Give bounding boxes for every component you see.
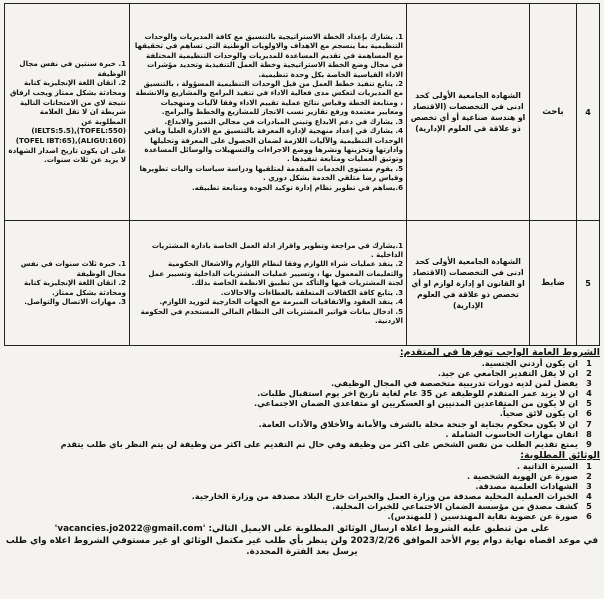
experience-scores: (TOFEL IBT:65),(ALIGU:160) xyxy=(15,135,126,145)
list-item xyxy=(4,378,600,388)
task-item: 2. ينفذ عمليات شراء اللوازم وفقا لنظام اللوازم والاشغال الحكومية والتعليمات المعمول بها ، وتسيير عمليات المشتريات الداخلية وتسيير عمل لجنة المشتريات فيها والتأكد من تطبيق الانظمة الخاصة بذلك. xyxy=(148,259,403,288)
job-qualification: الشهادة الجامعية الأولى كحد ادنى في التخصصات (الاقتصاد او هندسة صناعية أو أي تخصص ذو علاقة في العلوم الإدارية) xyxy=(407,4,530,221)
job-tasks xyxy=(130,221,407,346)
job-announcement-page xyxy=(4,3,600,593)
job-tasks xyxy=(130,4,407,221)
item-text: ان يكون لائق صحياً. xyxy=(499,408,578,419)
item-text: ان لا يكون محكوم بجناية او جنحة مخلة بالشرف والأمانة والأخلاق والآداب العامة. xyxy=(258,418,578,429)
item-text: ان لا يزيد عمر المتقدم للوظيفة عن 35 عام لغاية تاريخ اخر يوم استقبال طلبات. xyxy=(257,388,578,399)
job-number: 4 xyxy=(577,4,600,221)
general-conditions-list xyxy=(4,358,600,449)
list-item xyxy=(4,471,600,481)
item-number: 6 xyxy=(586,511,592,522)
closing-deadline: في موعد اقصاه نهاية دوام يوم الأحد الموافق 2023/2/26 ولن ينظر بأي طلب غير مكتمل الوثائق او غير مستوفي الشروط اعلاه واي طلب يرسل بعد الفترة المحددة. xyxy=(5,535,599,558)
experience-scores: (IELTS:5.5),(TOFEL:550) xyxy=(31,126,126,136)
list-item xyxy=(4,491,600,501)
item-text: صورة عن الهوية الشخصية . xyxy=(466,470,578,481)
closing-instructions: على من تنطبق عليه الشروط اعلاه ارسال الوثائق المطلوبة على الايميل التالي: xyxy=(208,524,550,535)
item-number: 6 xyxy=(586,408,592,419)
list-item xyxy=(4,358,600,368)
item-number: 1 xyxy=(586,460,592,471)
item-number: 7 xyxy=(586,418,592,429)
item-text: الشهادات العلمية مصدقة. xyxy=(475,481,578,492)
list-item xyxy=(4,419,600,429)
item-text: السيرة الذاتية . xyxy=(516,460,578,471)
item-text: كشف مصدق من مؤسسة الضمان الاجتماعي للخبرات المحلية. xyxy=(332,501,578,512)
item-number: 4 xyxy=(586,388,592,399)
experience-item: 2. اتقان اللغة الإنجليزية كتابة ومحادثة بشكل ممتاز. xyxy=(23,278,126,297)
application-email[interactable]: 'vacancies.jo2022@gmail.com' xyxy=(54,524,206,535)
task-item: 4. ينفذ العقود والاتفاقيات المبرمة مع الجهات الخارجية لتوريد اللوازم. xyxy=(159,297,403,307)
job-qualification: الشهادة الجامعية الأولى كحد ادنى في التخصصات (الاقتصاد او القانون او إدارة لوازم او أي تخصص ذو علاقة في العلوم الإدارية) xyxy=(407,221,530,346)
list-item xyxy=(4,481,600,491)
task-item: 6.يساهم في تطوير نظام إدارة توكيد الجودة ومتابعة تطبيقه. xyxy=(191,182,403,192)
task-item: 3. يتابع كافة الكفالات المتعلقة بالعطاءات والاحالات. xyxy=(220,287,403,297)
experience-item: 1. خبرة سنتين في نفس مجال الوظيفة xyxy=(19,59,126,78)
experience-item: على ان يكون تاريخ اصدار الشهادة لا يزيد عن ثلاث سنوات. xyxy=(8,145,126,165)
item-number: 4 xyxy=(586,491,592,502)
list-item xyxy=(4,461,600,471)
task-item: 5. يقوم مستوى الخدمات المقدمة لمتلقيها ودراسة سياسات واليات تطويرها وقياس رضا متلقي الخدمة بشكل دوري . xyxy=(139,163,403,183)
list-item xyxy=(4,368,600,378)
closing-line-1 xyxy=(4,524,600,536)
item-number: 3 xyxy=(586,378,592,389)
job-experience xyxy=(5,4,130,221)
list-item xyxy=(4,501,600,511)
list-item xyxy=(4,398,600,408)
item-text: الخبرات العملية المحلية مصدقة من وزارة العمل والخبرات خارج البلاد مصدقة من وزارة الخارجية. xyxy=(191,491,578,502)
item-text: ان يكون أردني الجنسية. xyxy=(481,358,578,368)
list-item xyxy=(4,408,600,418)
item-text: ان لا يقل التقدير الجامعي عن جيد. xyxy=(437,368,578,379)
job-row-researcher xyxy=(5,4,600,221)
job-experience xyxy=(5,221,130,346)
job-title: باحث xyxy=(530,4,577,221)
item-text: يفضل لمن لديه دورات تدريبية متخصصة في المجال الوظيفي. xyxy=(330,378,578,389)
item-number: 1 xyxy=(586,358,592,368)
list-item xyxy=(4,429,600,439)
experience-item: 2. اتقان اللغة الإنجليزية كتابة ومحادثة بشكل ممتاز ويجب ارفاق نتيجة لاي من الامتحانات التالية شريطة ان لا تقل العلامة المطلوبة عن xyxy=(9,78,126,126)
list-item xyxy=(4,511,600,521)
item-number: 8 xyxy=(586,428,592,439)
item-number: 3 xyxy=(586,481,592,492)
item-text: اتقان مهارات الحاسوب الشاملة . xyxy=(445,428,578,439)
item-number: 2 xyxy=(586,470,592,481)
required-documents-heading: الوثائق المطلوبة: xyxy=(520,449,600,461)
required-documents-list xyxy=(4,461,600,522)
task-item: 1. يشارك بإعداد الخطة الاستراتيجية بالتنسيق مع كافة المديريات والوحدات التنظيمية بما ينسجم مع الاهداف والاولويات الوطنية التي تساهم في تحقيقها مع المساهمة في تقديم المساعدة للمديريات والوحدات التنظيمية المختلفة في مجال وضع الخطة الاستراتيجية وخطة العمل التنفيذية وتحديد مؤشرات الاداء القياسية الخاصة بكل وحدة تنظيمية. xyxy=(134,32,403,79)
item-number: 2 xyxy=(586,368,592,379)
experience-item: 1. خبرة ثلاث سنوات في نفس مجال الوظيفة xyxy=(20,259,126,278)
item-text: صورة عن عضوية نقابة المهندسين ( للمهندس). xyxy=(387,511,578,522)
job-row-officer xyxy=(5,221,600,346)
jobs-table xyxy=(4,3,600,346)
item-number: 5 xyxy=(586,398,592,409)
list-item xyxy=(4,439,600,449)
job-title: ضابط xyxy=(530,221,577,346)
task-item: 3. يشارك في دعم الابداع وتبني المبادرات في مجالي التميز والابداع. xyxy=(164,116,403,126)
task-item: 5. ادخال بيانات فواتير المشتريات الى النظام المالي المستخدم في الحكومة الاردنية. xyxy=(140,306,403,325)
experience-item: 3. مهارات الاتصال والتواصل. xyxy=(24,297,126,307)
job-number: 5 xyxy=(577,221,600,346)
item-number: 9 xyxy=(586,438,592,449)
task-item: 2. يتابع تنفيذ خطط العمل من قبل الوحدات التنظيمية المسؤولة ، بالتنسيق مع المديريات لتعكس مدى فعالية الاداء في تنفيذ البرامج والمشاريع والانشطة ، ومتابعة الخطة وقياس نتائج عملية تقييم الاداء وفقا لآليات ومنهجيات ومعايير معتمدة ورفع تقارير نسب الانجاز للمشاريع والخطط والبرامج. xyxy=(135,79,403,117)
item-number: 5 xyxy=(586,501,592,512)
task-item: 4. يشارك في إعداد منهجية لإدارة المعرفة بالتنسيق مع الادارة العليا وباقي الوحدات التنظيمية والآليات اللازمة لضمان الحصول على المعرفة وتحليلها وادارتها وتخزينها ونشرها ووضع الاجراءات والتسهيلات والوسائل المساعدة وتوثيق العمليات ومتابعة تنفيذها . xyxy=(143,126,403,164)
task-item: 1.يشارك في مراجعة وتطوير واقرار ادلة العمل الخاصة بادارة المشتريات الداخلية . xyxy=(151,240,403,260)
item-text: يمنع تقديم الطلب من نفس الشخص على اكثر من وظيفة وفي حال تم التقديم على اكثر من وظيفة لن يتم النظر باي طلب يتقدم xyxy=(60,438,578,449)
closing-note xyxy=(4,524,600,559)
list-item xyxy=(4,388,600,398)
general-conditions-heading: الشروط العامة الواجب توفرها في المتقدم: xyxy=(399,347,600,358)
item-text: ان لا يكون من المتقاعدين المدنيين او العسكريين او متقاعدي الضمان الاجتماعي. xyxy=(254,398,578,409)
